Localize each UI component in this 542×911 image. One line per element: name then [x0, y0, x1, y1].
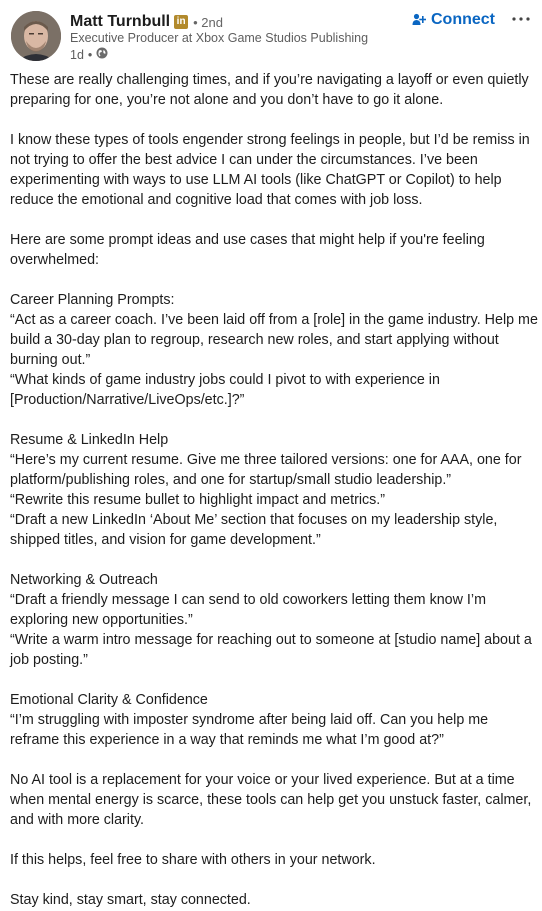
connection-degree: • 2nd [193, 14, 223, 30]
meta-separator: • [87, 47, 93, 62]
more-options-button[interactable] [510, 8, 532, 30]
post-paragraph [10, 70, 535, 110]
post-meta [70, 47, 108, 62]
author-headline: Executive Producer at Xbox Game Studios Publishing [70, 31, 369, 45]
post-text-line: “Rewrite this resume bullet to highlight impact and metrics.” [10, 492, 386, 508]
more-options-icon [512, 17, 530, 21]
post-text-line: Resume & LinkedIn Help [10, 432, 169, 448]
connect-label: Connect [431, 11, 495, 28]
post-paragraph [10, 850, 535, 870]
post-text-line: These are really challenging times, and if you’re navigating a layoff or even quietly [10, 72, 529, 88]
post-header [0, 0, 542, 66]
linkedin-premium-badge-icon: in [174, 15, 188, 29]
globe-icon [96, 47, 108, 62]
avatar-photo [11, 11, 61, 61]
post-text-line: “Draft a new LinkedIn ‘About Me’ section that focuses on my leadership style, [10, 512, 498, 528]
connection-degree-value: 2nd [201, 14, 223, 30]
post-body [10, 70, 538, 911]
post-text-line: If this helps, feel free to share with others in your network. [10, 852, 376, 868]
post-text-line: when mental energy is scarce, these tools can help get you unstuck faster, calmer, [10, 792, 532, 808]
post-text-line: Here are some prompt ideas and use cases that might help if you're feeling [10, 232, 485, 248]
post-text-line: Emotional Clarity & Confidence [10, 692, 208, 708]
post-text-line: “Act as a career coach. I’ve been laid off from a [role] in the game industry. Help me [10, 312, 538, 328]
post-text-line: and with more clarity. [10, 812, 145, 828]
post-paragraph [10, 770, 535, 830]
author-line [70, 12, 223, 32]
author-name[interactable]: Matt Turnbull [70, 13, 171, 30]
post-text-line: “Write a warm intro message for reaching out to someone at [studio name] about a [10, 632, 532, 648]
post-text-line: exploring new opportunities.” [10, 612, 193, 628]
post-text-line: build a 30-day plan to regroup, research new roles, and start applying without [10, 332, 499, 348]
post-text-line: experimenting with ways to use LLM AI tools (like ChatGPT or Copilot) to help [10, 172, 502, 188]
post-text-line: shipped titles, and vision for game development.” [10, 532, 321, 548]
post-text-line: job posting.” [10, 652, 88, 668]
post-text-line: Stay kind, stay smart, stay connected. [10, 892, 251, 908]
post-text-line: burning out.” [10, 352, 91, 368]
post-paragraph [10, 430, 535, 550]
post-paragraph [10, 890, 535, 910]
post-paragraph [10, 130, 535, 210]
author-avatar[interactable] [11, 11, 61, 61]
post-text-line: preparing for one, you’re not alone and you don’t have to go it alone. [10, 92, 444, 108]
post-text-line: platform/publishing roles, and one for startup/small studio leadership.” [10, 472, 452, 488]
post-text-line: reframe this experience in a way that reminds me what I’m good at?” [10, 732, 444, 748]
post-paragraph [10, 290, 538, 410]
post-text-line: Career Planning Prompts: [10, 292, 175, 308]
post-text-line: “Draft a friendly message I can send to old coworkers letting them know I’m [10, 592, 486, 608]
post-paragraph [10, 690, 535, 750]
post-text-line: “Here’s my current resume. Give me three tailored versions: one for AAA, one for [10, 452, 522, 468]
post-paragraph [10, 570, 535, 670]
post-paragraph [10, 230, 535, 270]
post-text-line: reduce the emotional and cognitive load that comes with job loss. [10, 192, 423, 208]
post-text-line: not trying to offer the best advice I can under the circumstances. I’ve been [10, 152, 478, 168]
post-text-line: I know these types of tools engender strong feelings in people, but I’d be remiss in [10, 132, 530, 148]
post-text-line: overwhelmed: [10, 252, 99, 268]
post-time: 1d [70, 47, 84, 62]
post-text-line: Networking & Outreach [10, 572, 158, 588]
post-text-line: [Production/Narrative/LiveOps/etc.]?” [10, 392, 245, 408]
add-person-icon [412, 13, 426, 27]
post-text-line: “What kinds of game industry jobs could I pivot to with experience in [10, 372, 440, 388]
connect-button[interactable] [412, 8, 495, 32]
post-text-line: “I’m struggling with imposter syndrome after being laid off. Can you help me [10, 712, 489, 728]
post-text-line: No AI tool is a replacement for your voice or your lived experience. But at a time [10, 772, 515, 788]
